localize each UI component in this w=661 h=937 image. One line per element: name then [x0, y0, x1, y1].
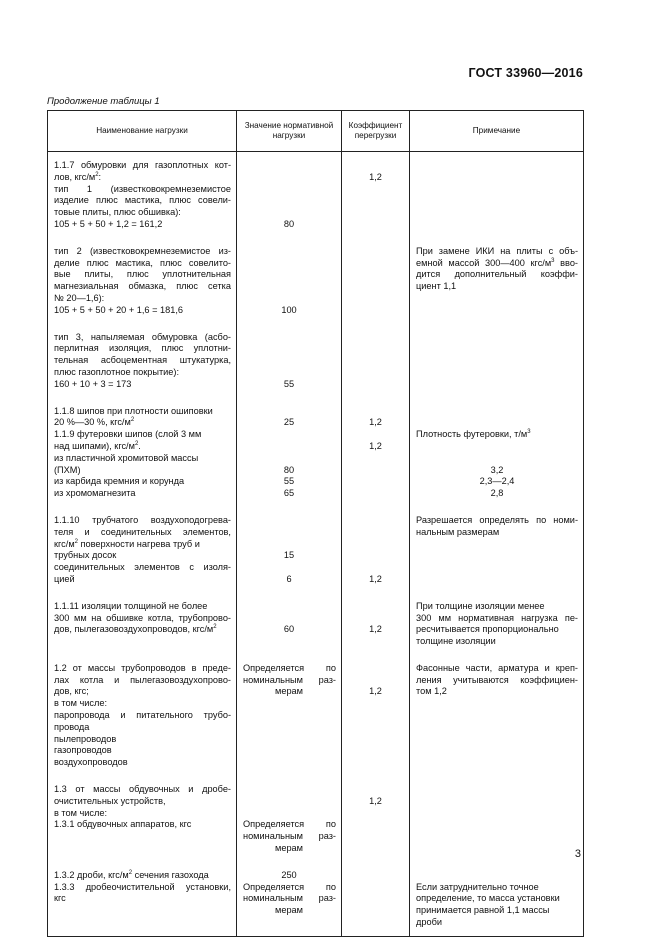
cell-line	[238, 281, 340, 293]
cell-spacer	[238, 586, 340, 592]
cell-line: 105 + 5 + 50 + 20 + 1,6 = 181,6	[54, 304, 183, 315]
cell-line: из хромомагнезита	[54, 488, 136, 499]
cell-line: 1.3.1 обдувочных аппаратов, кгс	[54, 819, 192, 830]
cell-line: вые плиты, плюс уплотнительная	[54, 269, 231, 280]
cell-line: номинальным раз-	[243, 674, 336, 685]
cell-line: тип 2 (известковокремнеземистое из-	[54, 245, 231, 256]
cell-note	[410, 776, 584, 862]
cell-spacer	[343, 153, 408, 160]
cell-line	[411, 870, 582, 882]
cell-line	[238, 441, 340, 453]
cell-note	[410, 238, 584, 324]
cell-spacer	[343, 325, 408, 332]
cell-line: 80	[283, 464, 295, 475]
cell-line: 80	[283, 218, 295, 229]
cell-spacer	[238, 698, 340, 704]
cell-line: 105 + 5 + 50 + 1,2 = 161,2	[54, 218, 163, 229]
cell-line	[343, 465, 408, 477]
cell-load-name	[48, 152, 237, 238]
cell-line	[238, 343, 340, 355]
cell-line	[343, 453, 408, 465]
cell-line	[411, 453, 582, 465]
cell-line	[343, 429, 408, 441]
cell-line: 1,2	[369, 573, 382, 584]
cell-line	[238, 453, 340, 465]
table-row	[48, 776, 584, 862]
cell-spacer	[238, 777, 340, 784]
cell-line	[238, 527, 340, 539]
cell-overload-coefficient	[342, 593, 410, 655]
cell-line: 1.1.8 шипов при плотности ошиповки	[54, 405, 213, 416]
table-row	[48, 324, 584, 398]
cell-line: лах котла и пылегазовоздухопрово-	[54, 674, 231, 685]
cell-line: 65	[283, 488, 295, 499]
cell-spacer	[343, 808, 408, 814]
cell-line: 300 мм нормативная нагрузка пе-	[416, 612, 578, 623]
cell-line: нальным размерам	[416, 526, 500, 537]
cell-line: дов, пылегазовоздухопроводов, кгс/$м^2$	[54, 624, 217, 635]
cell-spacer	[49, 586, 235, 592]
cell-spacer	[343, 246, 408, 252]
cell-line: Фасонные части, арматура и креп-	[416, 662, 578, 673]
cell-spacer	[49, 905, 235, 911]
cell-spacer	[49, 831, 235, 837]
cell-spacer	[49, 594, 235, 601]
cell-spacer	[343, 863, 408, 870]
cell-note	[410, 152, 584, 238]
table-row	[48, 862, 584, 936]
cell-line: тип 1 (известковокремнеземистое	[54, 183, 231, 194]
cell-overload-coefficient	[342, 655, 410, 776]
cell-note	[410, 324, 584, 398]
cell-line: Определяется по	[243, 819, 336, 830]
cell-spacer	[343, 777, 408, 784]
col-header-value: Значение нормативной нагрузки	[237, 111, 342, 152]
cell-line	[238, 355, 340, 367]
cell-spacer	[411, 594, 582, 601]
cell-line: теля и соединительных элементов,	[54, 526, 231, 537]
cell-line	[343, 476, 408, 488]
cell-load-name	[48, 324, 237, 398]
cell-spacer	[49, 500, 235, 506]
cell-normative-value	[237, 507, 342, 593]
cell-line	[343, 160, 408, 172]
cell-line	[238, 613, 340, 625]
cell-line	[343, 488, 408, 500]
cell-line: 55	[283, 378, 295, 389]
cell-load-name	[48, 507, 237, 593]
cell-load-name	[48, 398, 237, 507]
cell-line: 1.1.11 изоляции толщиной не более	[54, 600, 208, 611]
cell-load-name	[48, 655, 237, 776]
cell-line: 1,2	[369, 440, 382, 451]
cell-normative-value	[237, 862, 342, 936]
cell-spacer	[343, 399, 408, 406]
cell-line: 1,2	[369, 686, 382, 697]
cell-line: 55	[283, 476, 295, 487]
table-row	[48, 593, 584, 655]
cell-line	[343, 207, 408, 219]
cell-line: 1,2	[369, 417, 382, 428]
cell-spacer	[49, 239, 235, 246]
cell-spacer	[343, 870, 408, 876]
cell-line: При толщине изоляции менее	[416, 600, 545, 611]
cell-line: дроби	[416, 917, 442, 928]
cell-line	[343, 515, 408, 527]
standard-designation: ГОСТ 33960—2016	[468, 66, 583, 80]
cell-line	[238, 332, 340, 344]
cell-spacer	[411, 508, 582, 515]
cell-spacer	[411, 332, 582, 338]
cell-spacer	[343, 636, 408, 642]
cell-line: 2,8	[490, 488, 504, 499]
cell-spacer	[411, 539, 582, 545]
cell-note	[410, 398, 584, 507]
cell-spacer	[411, 293, 582, 299]
cell-line: ления учитываются коэффициен-	[416, 674, 578, 685]
cell-overload-coefficient	[342, 776, 410, 862]
cell-normative-value	[237, 152, 342, 238]
table-header-row	[48, 111, 584, 152]
cell-line: очистительных устройств,	[54, 795, 166, 806]
cell-line: воздухопроводов	[54, 757, 128, 768]
cell-spacer	[49, 508, 235, 515]
cell-spacer	[49, 769, 235, 775]
cell-line	[238, 784, 340, 796]
cell-normative-value	[237, 238, 342, 324]
cell-spacer	[411, 777, 582, 784]
cell-line	[343, 195, 408, 207]
cell-load-name	[48, 862, 237, 936]
cell-line	[238, 796, 340, 808]
cell-overload-coefficient	[342, 862, 410, 936]
cell-line	[238, 184, 340, 196]
cell-line: мерам	[275, 843, 303, 854]
cell-spacer	[411, 784, 582, 790]
cell-line: номинальным раз-	[243, 831, 336, 842]
cell-line	[411, 406, 582, 418]
cell-line: 60	[283, 624, 295, 635]
cell-line: мерам	[275, 905, 303, 916]
cell-spacer	[238, 636, 340, 642]
cell-line: № 20—1,6):	[54, 292, 105, 303]
cell-spacer	[49, 777, 235, 784]
cell-spacer	[343, 508, 408, 515]
cell-line: 1.1.7 обмуровки для газоплотных кот-	[54, 160, 231, 170]
cell-load-name	[48, 776, 237, 862]
cell-line: 1.1.10 трубчатого воздухоподогрева-	[54, 514, 231, 525]
cell-line: номинальным раз-	[243, 893, 336, 904]
cell-spacer	[411, 698, 582, 704]
cell-line	[238, 367, 340, 379]
cell-line: цией	[54, 573, 75, 584]
cell-line	[238, 406, 340, 418]
cell-line	[343, 675, 408, 687]
cell-line: 1,2	[369, 795, 382, 806]
cell-normative-value	[237, 398, 342, 507]
cell-spacer	[49, 153, 235, 160]
cell-spacer	[411, 863, 582, 870]
cell-line: 15	[283, 550, 295, 561]
cell-line: ресчитывается пропорционально	[416, 624, 559, 635]
cell-line: из карбида кремния и корунда	[54, 476, 185, 487]
cell-spacer	[343, 586, 408, 592]
cell-spacer	[238, 594, 340, 601]
cell-line: Разрешается определять по номи-	[416, 514, 578, 525]
cell-line: кгс/$м^2$ поверхности нагрева труб и	[54, 538, 200, 549]
cell-line	[238, 601, 340, 613]
cell-line	[343, 539, 408, 551]
cell-line: емной массой 300—400 кгс/$м^3$ вво-	[416, 257, 578, 268]
cell-line: определение, то масса установки	[416, 893, 560, 904]
cell-note	[410, 507, 584, 593]
cell-line: (ПХМ)	[54, 464, 81, 475]
cell-line: Определяется по	[243, 881, 336, 892]
cell-spacer	[411, 656, 582, 663]
cell-spacer	[343, 594, 408, 601]
cell-line: толщине изоляции	[416, 636, 496, 647]
cell-line: Определяется по	[243, 662, 336, 673]
cell-line: Плотность футеровки, $т/м^3$	[416, 429, 531, 440]
cell-line: принимается равной 1,1 массы	[416, 905, 550, 916]
cell-line: 1,2	[369, 624, 382, 635]
cell-normative-value	[237, 593, 342, 655]
cell-spacer	[411, 929, 582, 935]
cell-spacer	[343, 656, 408, 663]
cell-overload-coefficient	[342, 507, 410, 593]
cell-line	[343, 562, 408, 574]
cell-spacer	[238, 508, 340, 515]
cell-line: делие плюс мастика, плюс совелито-	[54, 257, 231, 268]
cell-overload-coefficient	[342, 152, 410, 238]
cell-line	[238, 172, 340, 184]
col-header-coefficient: Коэффициент перегрузки	[342, 111, 410, 152]
cell-line: 300 мм на обшивке котла, трубопрово-	[54, 612, 231, 623]
cell-normative-value	[237, 776, 342, 862]
cell-spacer	[238, 917, 340, 923]
cell-line	[238, 269, 340, 281]
cell-spacer	[343, 500, 408, 506]
cell-line: мерам	[275, 686, 303, 697]
table-caption: Продолжение таблицы 1	[47, 96, 160, 107]
cell-line: 160 + 10 + 3 = 173	[54, 378, 132, 389]
cell-normative-value	[237, 324, 342, 398]
cell-line	[343, 219, 408, 231]
cell-line: 100	[281, 304, 297, 315]
cell-spacer	[411, 325, 582, 332]
cell-line: 1.2 от массы трубопроводов в преде-	[54, 662, 231, 673]
cell-line	[238, 562, 340, 574]
cell-spacer	[238, 325, 340, 332]
cell-line: 1.3.2 дроби, кгс/$м^2$ сечения газохода	[54, 869, 209, 880]
cell-line	[238, 207, 340, 219]
cell-line	[343, 406, 408, 418]
cell-load-name	[48, 238, 237, 324]
cell-spacer	[49, 231, 235, 237]
cell-spacer	[238, 855, 340, 861]
cell-line	[238, 515, 340, 527]
cell-line: товые плиты, плюс обшивка):	[54, 207, 181, 218]
cell-spacer	[411, 648, 582, 654]
cell-line: изделие плюс мастика, плюс совели-	[54, 195, 231, 206]
cell-spacer	[49, 399, 235, 406]
cell-spacer	[238, 656, 340, 663]
cell-line	[343, 663, 408, 675]
cell-line: трубных досок	[54, 550, 117, 561]
table-row	[48, 152, 584, 238]
cell-spacer	[411, 153, 582, 160]
table-row	[48, 507, 584, 593]
cell-line: газопроводов	[54, 745, 112, 756]
cell-line: 1.3.3 дробеочистительной установки,	[54, 881, 231, 892]
col-header-name: Наименование нагрузки	[48, 111, 237, 152]
cell-line: плюс газоплотное покрытие):	[54, 366, 180, 377]
cell-line: циент 1,1	[416, 281, 457, 292]
cell-overload-coefficient	[342, 324, 410, 398]
cell-normative-value	[237, 655, 342, 776]
cell-note	[410, 593, 584, 655]
cell-spacer	[49, 636, 235, 642]
cell-spacer	[411, 239, 582, 246]
cell-line: При замене ИКИ на плиты с объ-	[416, 245, 578, 256]
cell-line: 1.3 от массы обдувочных и дробе-	[54, 784, 231, 795]
cell-note	[410, 862, 584, 936]
cell-line: 20 %—30 %, кгс/$м^2$	[54, 417, 135, 428]
cell-spacer	[343, 698, 408, 704]
cell-line	[411, 441, 582, 453]
cell-spacer	[238, 391, 340, 397]
cell-line: тельная асбоцементная штукатурка,	[54, 355, 231, 366]
cell-note	[410, 655, 584, 776]
cell-spacer	[238, 399, 340, 406]
cell-line: 250	[281, 869, 297, 880]
cell-line: кгс	[54, 893, 66, 904]
cell-line: Если затруднительно точное	[416, 881, 539, 892]
cell-load-name	[48, 593, 237, 655]
cell-spacer	[49, 325, 235, 332]
cell-spacer	[411, 399, 582, 406]
cell-overload-coefficient	[342, 238, 410, 324]
cell-spacer	[49, 391, 235, 397]
table-row	[48, 238, 584, 324]
cell-line	[343, 784, 408, 796]
cell-line: магнезиальная обмазка, плюс сетка	[54, 281, 231, 292]
cell-spacer	[343, 332, 408, 338]
loads-table	[47, 110, 584, 937]
cell-line	[343, 613, 408, 625]
cell-line: соединительных элементов с изоля-	[54, 562, 231, 573]
cell-line: лов, кгс/$м^2$:	[54, 171, 102, 182]
cell-spacer	[238, 863, 340, 870]
cell-line	[238, 293, 340, 305]
cell-spacer	[238, 239, 340, 246]
cell-line	[238, 246, 340, 258]
cell-spacer	[49, 863, 235, 870]
cell-line: дов, кгс;	[54, 686, 89, 697]
cell-spacer	[49, 317, 235, 323]
cell-spacer	[238, 153, 340, 160]
cell-line: над шипами), кгс/$м^2$.	[54, 440, 141, 451]
page-number: 3	[574, 848, 581, 860]
cell-spacer	[238, 231, 340, 237]
cell-spacer	[411, 160, 582, 166]
cell-line	[238, 258, 340, 270]
cell-overload-coefficient	[342, 398, 410, 507]
cell-line	[343, 527, 408, 539]
table-row	[48, 655, 584, 776]
cell-spacer	[49, 656, 235, 663]
cell-spacer	[238, 500, 340, 506]
cell-line: в том числе:	[54, 698, 108, 709]
cell-line: паропровода и питательного трубо-	[54, 710, 231, 721]
cell-line: 2,3—2,4	[479, 476, 515, 487]
cell-line: тип 3, напыляемая обмуровка (асбо-	[54, 331, 231, 342]
cell-line: дится дополнительный коэффи-	[416, 269, 578, 280]
cell-line	[238, 195, 340, 207]
cell-spacer	[238, 317, 340, 323]
table-row	[48, 398, 584, 507]
cell-spacer	[343, 239, 408, 246]
cell-line	[411, 417, 582, 429]
cell-spacer	[411, 500, 582, 506]
cell-line: перлитная изоляция, плюс уплотни-	[54, 343, 231, 354]
cell-line	[343, 184, 408, 196]
cell-line: пылепроводов	[54, 733, 117, 744]
cell-line	[238, 160, 340, 172]
col-header-note: Примечание	[410, 111, 584, 152]
cell-line: 25	[283, 417, 295, 428]
cell-line: в том числе:	[54, 807, 108, 818]
cell-line	[238, 429, 340, 441]
cell-line	[343, 550, 408, 562]
cell-line	[343, 601, 408, 613]
cell-line: 1.1.9 футеровки шипов (слой 3 мм	[54, 429, 202, 440]
cell-line: 6	[286, 573, 292, 584]
cell-line: 1,2	[369, 171, 382, 182]
cell-line: из пластичной хромитовой массы	[54, 452, 199, 463]
cell-spacer	[343, 231, 408, 237]
cell-line: 3,2	[490, 464, 504, 475]
cell-line: том 1,2	[416, 686, 447, 697]
cell-line: провода	[54, 721, 90, 732]
cell-line	[238, 808, 340, 820]
cell-line	[238, 539, 340, 551]
